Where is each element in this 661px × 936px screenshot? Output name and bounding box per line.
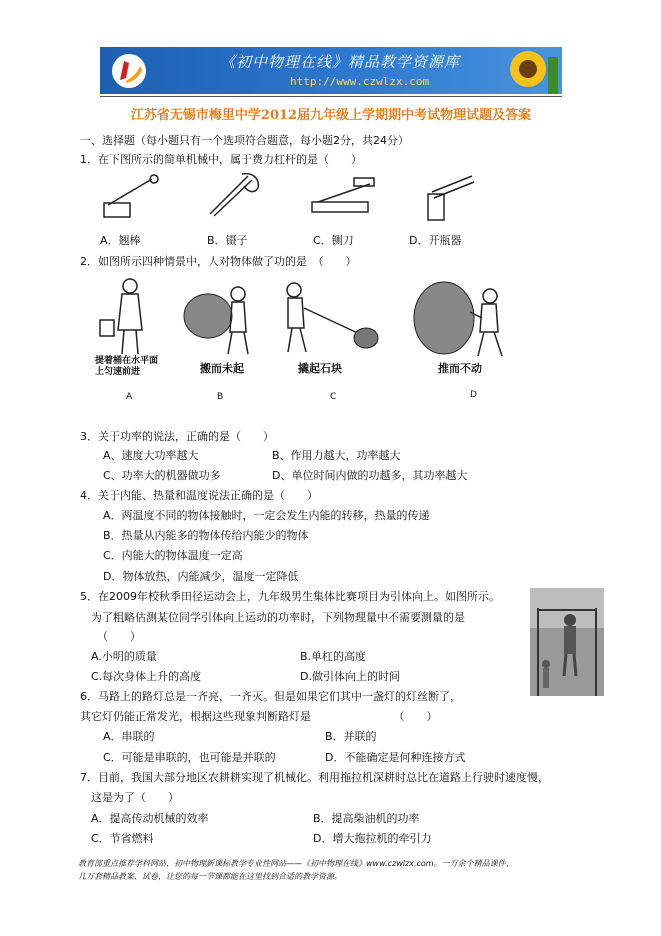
guillotine-cutter-figure — [308, 176, 378, 220]
q1-option-b: B．镊子 — [207, 234, 248, 247]
q3-option-a: A、速度大功率越大 — [103, 449, 199, 462]
bottle-opener-figure — [418, 172, 478, 222]
prying-stone-figure — [280, 280, 380, 356]
header-banner — [100, 47, 562, 94]
q2-letter-a: A — [126, 392, 133, 402]
q4-option-d: D．物体放热，内能减少，温度一定降低 — [103, 570, 299, 583]
q1-stem: 1．在下图所示的简单机械中，属于费力杠杆的是（ ） — [80, 153, 362, 166]
lifting-rock-figure — [180, 276, 260, 356]
q5-option-d: D.做引体向上的时间 — [300, 670, 400, 683]
q2-letter-d: D — [470, 390, 477, 400]
q7-option-a: A．提高传动机械的效率 — [91, 812, 209, 825]
q2-caption-b: 搬而未起 — [200, 362, 244, 375]
q7-option-d: D．增大拖拉机的牵引力 — [313, 832, 432, 845]
crowbar-figure — [100, 173, 160, 221]
q4-stem: 4．关于内能、热量和温度说法正确的是（ ） — [80, 489, 318, 502]
q6-option-a: A．串联的 — [103, 730, 155, 743]
q7-line-2: 这是为了（ ） — [91, 791, 179, 804]
q1-option-a: A．翘棒 — [100, 234, 141, 247]
q1-option-d: D．开瓶器 — [409, 234, 462, 247]
tweezers-figure — [204, 170, 264, 220]
q4-option-b: B．热量从内能多的物体传给内能少的物体 — [103, 529, 309, 542]
q6-option-b: B．并联的 — [325, 730, 377, 743]
q4-option-c: C．内能大的物体温度一定高 — [103, 549, 243, 562]
pushing-rock-figure — [410, 278, 520, 358]
footer-note — [78, 857, 598, 883]
footer-line-1: 教育部重点推荐学科网站、初中物理新课标教学专业性网站——《初中物理在线》www.czwlzx.com。一万余个精品课件、 — [78, 859, 514, 868]
q2-letter-c: C — [330, 392, 337, 402]
q7-option-b: B．提高柴油机的功率 — [313, 812, 420, 825]
q6-option-c: C．可能是串联的，也可能是并联的 — [103, 751, 276, 764]
q3-option-d: D、单位时间内做的功越多，其功率越大 — [272, 469, 468, 482]
q3-option-c: C、功率大的机器做功多 — [103, 469, 221, 482]
carrying-bucket-figure — [94, 276, 164, 356]
q2-stem: 2．如图所示四种情景中，人对物体做了功的是 （ ） — [80, 255, 357, 268]
q7-option-c: C．节省燃料 — [91, 832, 154, 845]
q3-option-b: B、作用力越大，功率越大 — [272, 449, 401, 462]
banner-title: 《初中物理在线》精品教学资源库 — [220, 53, 461, 71]
q2-caption-a: 提着桶在水平面上匀速前进 — [95, 356, 159, 377]
q6-line-2: 其它灯仍能正常发光，根据这些现象判断路灯是 （ ） — [80, 710, 438, 723]
q5-option-a: A.小明的质量 — [91, 650, 157, 663]
q2-caption-c: 撬起石块 — [298, 362, 342, 375]
q5-option-b: B.单杠的高度 — [300, 650, 367, 663]
footer-line-2: 几万套精品教案、试卷，让您的每一节课都能在这里找到合适的教学资源。 — [78, 872, 342, 881]
q7-line-1: 7．目前，我国大部分地区农耕耕实现了机械化。利用拖拉机深耕时总比在道路上行驶时速度慢， — [80, 771, 549, 784]
q2-letter-b: B — [217, 392, 224, 402]
q3-stem: 3．关于功率的说法，正确的是（ ） — [80, 430, 274, 443]
q6-option-d: D．不能确定是何种连接方式 — [325, 751, 466, 764]
q4-option-a: A．两温度不同的物体接触时，一定会发生内能的转移，热量的传递 — [103, 509, 430, 522]
sunflower-icon — [488, 47, 558, 94]
q6-line-1: 6．马路上的路灯总是一齐亮，一齐灭。但是如果它们其中一盏灯的灯丝断了， — [80, 690, 461, 703]
q5-line-2: 为了粗略估测某位同学引体向上运动的功率时，下列物理量中不需要测量的是 — [91, 611, 465, 624]
site-logo-icon — [110, 52, 148, 90]
banner-url: http://www.czwlzx.com — [290, 75, 430, 88]
pull-up-photo — [530, 588, 604, 696]
q2-caption-d: 推而不动 — [438, 362, 482, 375]
banner-rule — [100, 96, 562, 97]
q5-option-c: C.每次身体上升的高度 — [91, 670, 202, 683]
q1-option-c: C．铡刀 — [313, 234, 354, 247]
section-heading: 一、选择题（每小题只有一个选项符合题意，每小题2分，共24分） — [80, 134, 409, 147]
document-title: 江苏省无锡市梅里中学2012届九年级上学期期中考试物理试题及答案 — [130, 108, 532, 123]
q5-line-3: （ ） — [97, 630, 141, 643]
q5-line-1: 5．在2009年校秋季田径运动会上，九年级男生集体比赛项目为引体向上。如图所示。 — [80, 590, 500, 603]
